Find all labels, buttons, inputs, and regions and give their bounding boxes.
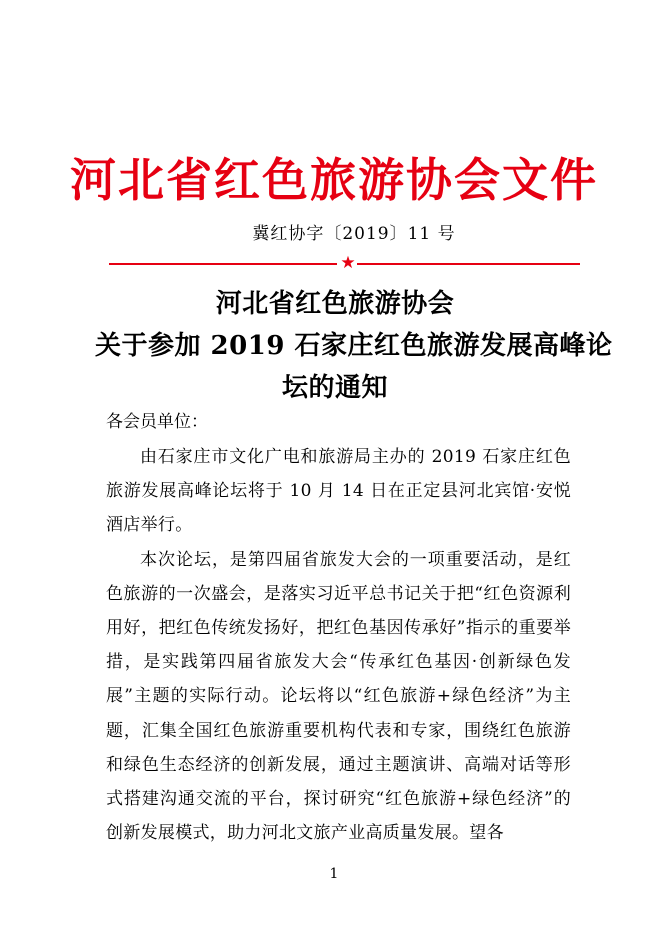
- title-line-2: 关于参加 2019 石家庄红色旅游发展高峰论: [95, 331, 613, 361]
- page-number: 1: [329, 866, 339, 882]
- body-text: [106, 440, 571, 850]
- document-number: 冀红协字〔2019〕11 号: [252, 224, 456, 244]
- star-icon: ★: [340, 253, 356, 273]
- salutation: 各会员单位：: [106, 412, 208, 432]
- paragraph-1: 由石家庄市文化广电和旅游局主办的 2019 石家庄红色旅游发展高峰论坛将于 10 月 14 日在正定县河北宾馆·安悦酒店举行。: [106, 447, 571, 536]
- title-line-3: 坛的通知: [281, 373, 388, 403]
- notice-title: [95, 283, 613, 409]
- title-line-1: 河北省红色旅游协会: [215, 289, 455, 319]
- red-divider: [109, 253, 580, 273]
- masthead-title: 河北省红色旅游协会文件: [70, 153, 598, 207]
- divider-line-right: [357, 263, 580, 265]
- divider-line-left: [109, 263, 337, 265]
- paragraph-2: 本次论坛，是第四届省旅发大会的一项重要活动，是红色旅游的一次盛会，是落实习近平总书记关于把“红色资源利用好，把红色传统发扬好，把红色基因传承好”指示的重要举措，是实践第四届省旅发大会“传承红色基因·创新绿色发展”主题的实际行动。论坛将以“红色旅游+绿色经济”为主题，汇集全国红色旅游重要机构代表和专家，围绕红色旅游和绿色生态经济的创新发展，通过主题演讲、高端对话等形式搭建沟通交流的平台，探讨研究“红色旅游+绿色经济”的创新发展模式，助力河北文旅产业高质量发展。望各: [106, 549, 571, 844]
